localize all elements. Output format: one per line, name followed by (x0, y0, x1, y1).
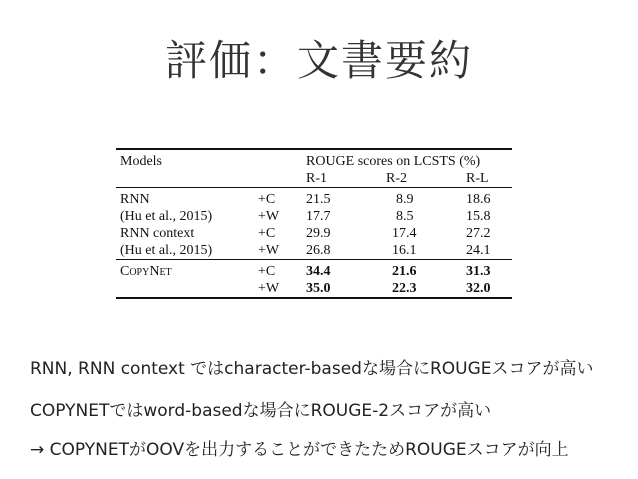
row-r2: 16.1 (392, 243, 417, 258)
row-r1: 34.4 (306, 264, 331, 279)
header-blank (254, 149, 302, 170)
results-table (116, 148, 512, 299)
slide-title: 評価：文書要約 (164, 36, 473, 85)
note-line-2: COPYNETではword-basedな場合にROUGE-2スコアが高い (30, 401, 492, 421)
table-row (116, 208, 512, 225)
row-rl: 15.8 (466, 209, 491, 224)
row-model: RNN (120, 192, 150, 207)
row-model: RNN context (120, 226, 195, 241)
table-subheader-row (116, 170, 512, 188)
row-r2: 21.6 (392, 264, 417, 279)
row-r1: 29.9 (306, 226, 331, 241)
table-row (116, 260, 512, 281)
row-r2: 22.3 (392, 281, 417, 296)
table-row (116, 225, 512, 242)
row-r2: 8.5 (396, 209, 414, 224)
row-r2: 8.9 (396, 192, 414, 207)
row-r1: 21.5 (306, 192, 331, 207)
row-type: +W (258, 281, 280, 296)
note-line-3: → COPYNETがOOVを出力することができたためROUGEスコアが向上 (30, 440, 569, 460)
row-r1: 35.0 (306, 281, 331, 296)
row-rl: 32.0 (466, 281, 491, 296)
note-line-1: RNN, RNN context ではcharacter-basedな場合にROUGEスコアが高い (30, 359, 594, 379)
row-model (116, 280, 254, 298)
header-r2: R-2 (386, 171, 407, 186)
row-type: +C (258, 226, 276, 241)
row-r1: 17.7 (306, 209, 331, 224)
row-r2: 17.4 (392, 226, 417, 241)
row-rl: 31.3 (466, 264, 491, 279)
table-row (116, 242, 512, 260)
row-rl: 27.2 (466, 226, 491, 241)
subheader-blank-1 (116, 170, 254, 188)
subheader-blank-2 (254, 170, 302, 188)
row-r1: 26.8 (306, 243, 331, 258)
table-header-row (116, 149, 512, 170)
header-rl: R-L (466, 171, 489, 186)
header-rouge-group: ROUGE scores on LCSTS (%) (306, 154, 481, 169)
row-type: +W (258, 209, 280, 224)
row-rl: 24.1 (466, 243, 491, 258)
row-model: CopyNet (120, 264, 172, 279)
table-row (116, 280, 512, 298)
table-row (116, 188, 512, 209)
header-models: Models (120, 154, 162, 169)
row-model: (Hu et al., 2015) (120, 243, 213, 258)
row-model: (Hu et al., 2015) (120, 209, 213, 224)
row-rl: 18.6 (466, 192, 491, 207)
header-r1: R-1 (306, 171, 327, 186)
row-type: +C (258, 192, 276, 207)
row-type: +C (258, 264, 276, 279)
row-type: +W (258, 243, 280, 258)
